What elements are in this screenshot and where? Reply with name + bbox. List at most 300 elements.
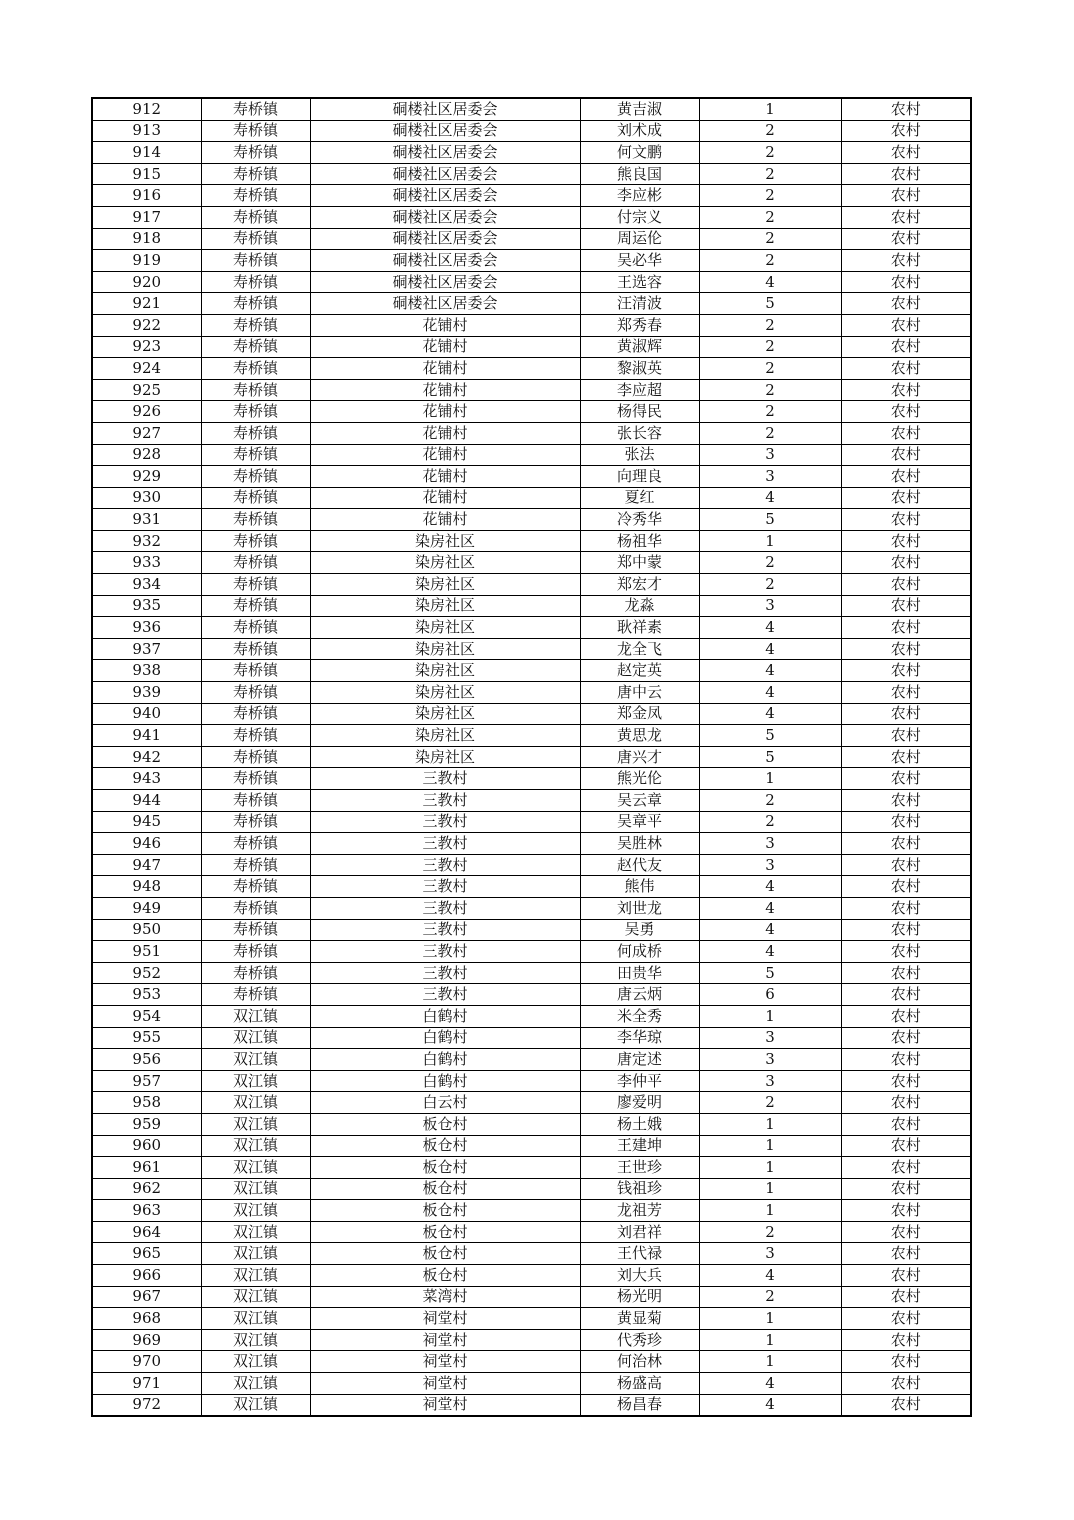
table-row [92, 617, 971, 639]
village-cell: 三教村 [310, 768, 580, 790]
table-row [92, 120, 971, 142]
count-cell: 4 [699, 660, 841, 682]
village-cell: 染房社区 [310, 746, 580, 768]
type-cell: 农村 [841, 1113, 971, 1135]
table-row [92, 962, 971, 984]
name-cell: 郑宏才 [580, 574, 699, 596]
type-cell: 农村 [841, 1221, 971, 1243]
count-cell: 3 [699, 466, 841, 488]
table-row [92, 1178, 971, 1200]
town-cell: 双江镇 [201, 1265, 310, 1287]
count-cell: 1 [699, 1351, 841, 1373]
serial-cell: 961 [92, 1157, 201, 1179]
town-cell: 寿桥镇 [201, 314, 310, 336]
count-cell: 3 [699, 1070, 841, 1092]
name-cell: 黄淑辉 [580, 336, 699, 358]
type-cell: 农村 [841, 206, 971, 228]
town-cell: 寿桥镇 [201, 811, 310, 833]
serial-cell: 972 [92, 1394, 201, 1416]
table-row [92, 422, 971, 444]
count-cell: 5 [699, 725, 841, 747]
type-cell: 农村 [841, 530, 971, 552]
village-cell: 花铺村 [310, 509, 580, 531]
name-cell: 杨光明 [580, 1286, 699, 1308]
village-cell: 花铺村 [310, 444, 580, 466]
name-cell: 龙淼 [580, 595, 699, 617]
type-cell: 农村 [841, 1092, 971, 1114]
name-cell: 周运伦 [580, 228, 699, 250]
village-cell: 白鹤村 [310, 1070, 580, 1092]
table-row [92, 1005, 971, 1027]
village-cell: 花铺村 [310, 358, 580, 380]
count-cell: 2 [699, 401, 841, 423]
town-cell: 双江镇 [201, 1329, 310, 1351]
type-cell: 农村 [841, 552, 971, 574]
town-cell: 寿桥镇 [201, 638, 310, 660]
type-cell: 农村 [841, 1027, 971, 1049]
name-cell: 杨土娥 [580, 1113, 699, 1135]
table-row [92, 1135, 971, 1157]
name-cell: 唐兴才 [580, 746, 699, 768]
village-cell: 硐楼社区居委会 [310, 120, 580, 142]
count-cell: 4 [699, 919, 841, 941]
town-cell: 双江镇 [201, 1394, 310, 1416]
town-cell: 寿桥镇 [201, 984, 310, 1006]
town-cell: 双江镇 [201, 1113, 310, 1135]
town-cell: 寿桥镇 [201, 574, 310, 596]
type-cell: 农村 [841, 1329, 971, 1351]
town-cell: 双江镇 [201, 1308, 310, 1330]
name-cell: 吴章平 [580, 811, 699, 833]
village-cell: 白鹤村 [310, 1005, 580, 1027]
table-row [92, 444, 971, 466]
name-cell: 李华琼 [580, 1027, 699, 1049]
count-cell: 3 [699, 1049, 841, 1071]
type-cell: 农村 [841, 1200, 971, 1222]
count-cell: 4 [699, 897, 841, 919]
serial-cell: 971 [92, 1373, 201, 1395]
table-row [92, 509, 971, 531]
count-cell: 2 [699, 250, 841, 272]
count-cell: 4 [699, 1265, 841, 1287]
table-row [92, 293, 971, 315]
table-row [92, 897, 971, 919]
count-cell: 4 [699, 941, 841, 963]
type-cell: 农村 [841, 617, 971, 639]
table-row [92, 1027, 971, 1049]
table-row [92, 725, 971, 747]
village-cell: 染房社区 [310, 617, 580, 639]
serial-cell: 955 [92, 1027, 201, 1049]
table-row [92, 682, 971, 704]
serial-cell: 960 [92, 1135, 201, 1157]
serial-cell: 951 [92, 941, 201, 963]
type-cell: 农村 [841, 919, 971, 941]
town-cell: 寿桥镇 [201, 185, 310, 207]
count-cell: 4 [699, 617, 841, 639]
count-cell: 3 [699, 833, 841, 855]
name-cell: 付宗义 [580, 206, 699, 228]
type-cell: 农村 [841, 854, 971, 876]
name-cell: 刘大兵 [580, 1265, 699, 1287]
town-cell: 双江镇 [201, 1286, 310, 1308]
type-cell: 农村 [841, 574, 971, 596]
name-cell: 李仲平 [580, 1070, 699, 1092]
serial-cell: 924 [92, 358, 201, 380]
name-cell: 夏红 [580, 487, 699, 509]
village-cell: 硐楼社区居委会 [310, 185, 580, 207]
table-row [92, 271, 971, 293]
name-cell: 杨昌春 [580, 1394, 699, 1416]
count-cell: 1 [699, 98, 841, 120]
type-cell: 农村 [841, 422, 971, 444]
town-cell: 双江镇 [201, 1135, 310, 1157]
type-cell: 农村 [841, 1243, 971, 1265]
name-cell: 唐定述 [580, 1049, 699, 1071]
town-cell: 寿桥镇 [201, 703, 310, 725]
table-row [92, 1243, 971, 1265]
serial-cell: 938 [92, 660, 201, 682]
serial-cell: 970 [92, 1351, 201, 1373]
table-row [92, 206, 971, 228]
name-cell: 郑中蒙 [580, 552, 699, 574]
type-cell: 农村 [841, 725, 971, 747]
town-cell: 寿桥镇 [201, 466, 310, 488]
table-row [92, 811, 971, 833]
count-cell: 5 [699, 962, 841, 984]
serial-cell: 912 [92, 98, 201, 120]
table-row [92, 574, 971, 596]
table-row [92, 1113, 971, 1135]
name-cell: 张法 [580, 444, 699, 466]
type-cell: 农村 [841, 1351, 971, 1373]
village-cell: 板仓村 [310, 1221, 580, 1243]
village-cell: 染房社区 [310, 530, 580, 552]
count-cell: 2 [699, 1092, 841, 1114]
count-cell: 2 [699, 422, 841, 444]
count-cell: 3 [699, 1243, 841, 1265]
table-row [92, 379, 971, 401]
serial-cell: 913 [92, 120, 201, 142]
serial-cell: 969 [92, 1329, 201, 1351]
type-cell: 农村 [841, 1178, 971, 1200]
serial-cell: 946 [92, 833, 201, 855]
town-cell: 寿桥镇 [201, 876, 310, 898]
name-cell: 米全秀 [580, 1005, 699, 1027]
name-cell: 杨盛高 [580, 1373, 699, 1395]
type-cell: 农村 [841, 811, 971, 833]
town-cell: 寿桥镇 [201, 790, 310, 812]
village-cell: 染房社区 [310, 703, 580, 725]
serial-cell: 944 [92, 790, 201, 812]
table-row [92, 703, 971, 725]
count-cell: 1 [699, 530, 841, 552]
count-cell: 4 [699, 682, 841, 704]
name-cell: 耿祥素 [580, 617, 699, 639]
town-cell: 寿桥镇 [201, 897, 310, 919]
town-cell: 双江镇 [201, 1027, 310, 1049]
name-cell: 唐云炳 [580, 984, 699, 1006]
town-cell: 寿桥镇 [201, 768, 310, 790]
serial-cell: 926 [92, 401, 201, 423]
count-cell: 2 [699, 206, 841, 228]
village-cell: 三教村 [310, 941, 580, 963]
serial-cell: 928 [92, 444, 201, 466]
town-cell: 双江镇 [201, 1351, 310, 1373]
village-cell: 硐楼社区居委会 [310, 293, 580, 315]
name-cell: 向理良 [580, 466, 699, 488]
table-row [92, 746, 971, 768]
count-cell: 3 [699, 595, 841, 617]
table-row [92, 660, 971, 682]
serial-cell: 950 [92, 919, 201, 941]
table-row [92, 1070, 971, 1092]
serial-cell: 918 [92, 228, 201, 250]
name-cell: 王建坤 [580, 1135, 699, 1157]
type-cell: 农村 [841, 746, 971, 768]
serial-cell: 957 [92, 1070, 201, 1092]
table-row [92, 790, 971, 812]
serial-cell: 937 [92, 638, 201, 660]
village-cell: 板仓村 [310, 1200, 580, 1222]
count-cell: 5 [699, 746, 841, 768]
serial-cell: 952 [92, 962, 201, 984]
name-cell: 郑秀春 [580, 314, 699, 336]
table-row [92, 142, 971, 164]
count-cell: 4 [699, 703, 841, 725]
count-cell: 3 [699, 854, 841, 876]
town-cell: 寿桥镇 [201, 833, 310, 855]
town-cell: 双江镇 [201, 1243, 310, 1265]
count-cell: 4 [699, 638, 841, 660]
count-cell: 1 [699, 1135, 841, 1157]
type-cell: 农村 [841, 1394, 971, 1416]
count-cell: 1 [699, 1113, 841, 1135]
type-cell: 农村 [841, 790, 971, 812]
count-cell: 2 [699, 314, 841, 336]
table-row [92, 1157, 971, 1179]
serial-cell: 945 [92, 811, 201, 833]
table-row [92, 336, 971, 358]
type-cell: 农村 [841, 941, 971, 963]
town-cell: 寿桥镇 [201, 595, 310, 617]
town-cell: 双江镇 [201, 1221, 310, 1243]
town-cell: 寿桥镇 [201, 509, 310, 531]
table-row [92, 1394, 971, 1416]
count-cell: 2 [699, 336, 841, 358]
name-cell: 赵定英 [580, 660, 699, 682]
count-cell: 1 [699, 1178, 841, 1200]
table-row [92, 1092, 971, 1114]
serial-cell: 932 [92, 530, 201, 552]
count-cell: 5 [699, 293, 841, 315]
town-cell: 寿桥镇 [201, 336, 310, 358]
village-cell: 染房社区 [310, 660, 580, 682]
count-cell: 1 [699, 768, 841, 790]
name-cell: 吴必华 [580, 250, 699, 272]
village-cell: 硐楼社区居委会 [310, 250, 580, 272]
village-cell: 白鹤村 [310, 1049, 580, 1071]
table-row [92, 768, 971, 790]
table-row [92, 1286, 971, 1308]
name-cell: 郑金凤 [580, 703, 699, 725]
town-cell: 双江镇 [201, 1157, 310, 1179]
name-cell: 杨得民 [580, 401, 699, 423]
table-row [92, 163, 971, 185]
table-row [92, 401, 971, 423]
village-cell: 板仓村 [310, 1113, 580, 1135]
village-cell: 祠堂村 [310, 1308, 580, 1330]
type-cell: 农村 [841, 487, 971, 509]
name-cell: 吴云章 [580, 790, 699, 812]
village-cell: 花铺村 [310, 401, 580, 423]
count-cell: 1 [699, 1157, 841, 1179]
count-cell: 4 [699, 1373, 841, 1395]
type-cell: 农村 [841, 336, 971, 358]
count-cell: 2 [699, 1286, 841, 1308]
serial-cell: 956 [92, 1049, 201, 1071]
name-cell: 黄思龙 [580, 725, 699, 747]
serial-cell: 966 [92, 1265, 201, 1287]
table-row [92, 854, 971, 876]
table-row [92, 228, 971, 250]
village-cell: 硐楼社区居委会 [310, 271, 580, 293]
type-cell: 农村 [841, 682, 971, 704]
name-cell: 熊伟 [580, 876, 699, 898]
village-cell: 花铺村 [310, 336, 580, 358]
village-cell: 硐楼社区居委会 [310, 206, 580, 228]
name-cell: 何治林 [580, 1351, 699, 1373]
count-cell: 6 [699, 984, 841, 1006]
village-cell: 染房社区 [310, 638, 580, 660]
town-cell: 双江镇 [201, 1049, 310, 1071]
village-cell: 染房社区 [310, 725, 580, 747]
name-cell: 王选容 [580, 271, 699, 293]
serial-cell: 921 [92, 293, 201, 315]
village-cell: 祠堂村 [310, 1329, 580, 1351]
serial-cell: 925 [92, 379, 201, 401]
town-cell: 双江镇 [201, 1070, 310, 1092]
village-cell: 祠堂村 [310, 1394, 580, 1416]
name-cell: 黄显菊 [580, 1308, 699, 1330]
count-cell: 2 [699, 790, 841, 812]
serial-cell: 942 [92, 746, 201, 768]
type-cell: 农村 [841, 509, 971, 531]
type-cell: 农村 [841, 120, 971, 142]
village-cell: 祠堂村 [310, 1373, 580, 1395]
name-cell: 张长容 [580, 422, 699, 444]
village-cell: 菜湾村 [310, 1286, 580, 1308]
name-cell: 吴勇 [580, 919, 699, 941]
serial-cell: 967 [92, 1286, 201, 1308]
village-cell: 三教村 [310, 833, 580, 855]
village-cell: 花铺村 [310, 314, 580, 336]
town-cell: 寿桥镇 [201, 682, 310, 704]
type-cell: 农村 [841, 1005, 971, 1027]
serial-cell: 915 [92, 163, 201, 185]
type-cell: 农村 [841, 293, 971, 315]
type-cell: 农村 [841, 703, 971, 725]
serial-cell: 914 [92, 142, 201, 164]
type-cell: 农村 [841, 163, 971, 185]
type-cell: 农村 [841, 250, 971, 272]
type-cell: 农村 [841, 660, 971, 682]
type-cell: 农村 [841, 444, 971, 466]
town-cell: 寿桥镇 [201, 228, 310, 250]
town-cell: 寿桥镇 [201, 163, 310, 185]
table-row [92, 1049, 971, 1071]
name-cell: 熊光伦 [580, 768, 699, 790]
town-cell: 寿桥镇 [201, 293, 310, 315]
town-cell: 寿桥镇 [201, 660, 310, 682]
town-cell: 寿桥镇 [201, 444, 310, 466]
serial-cell: 933 [92, 552, 201, 574]
village-cell: 三教村 [310, 962, 580, 984]
count-cell: 3 [699, 1027, 841, 1049]
town-cell: 寿桥镇 [201, 617, 310, 639]
serial-cell: 934 [92, 574, 201, 596]
table-row [92, 638, 971, 660]
name-cell: 吴胜林 [580, 833, 699, 855]
table-row [92, 1351, 971, 1373]
type-cell: 农村 [841, 228, 971, 250]
village-cell: 祠堂村 [310, 1351, 580, 1373]
table-row [92, 487, 971, 509]
name-cell: 何文鹏 [580, 142, 699, 164]
count-cell: 4 [699, 487, 841, 509]
serial-cell: 927 [92, 422, 201, 444]
type-cell: 农村 [841, 897, 971, 919]
name-cell: 田贵华 [580, 962, 699, 984]
serial-cell: 916 [92, 185, 201, 207]
count-cell: 2 [699, 574, 841, 596]
name-cell: 熊良国 [580, 163, 699, 185]
table-row [92, 919, 971, 941]
village-cell: 板仓村 [310, 1243, 580, 1265]
serial-cell: 962 [92, 1178, 201, 1200]
name-cell: 汪清波 [580, 293, 699, 315]
type-cell: 农村 [841, 876, 971, 898]
table-body [92, 98, 971, 1416]
data-table [91, 97, 972, 1417]
type-cell: 农村 [841, 1286, 971, 1308]
type-cell: 农村 [841, 98, 971, 120]
name-cell: 李应超 [580, 379, 699, 401]
table-row [92, 984, 971, 1006]
village-cell: 硐楼社区居委会 [310, 142, 580, 164]
serial-cell: 930 [92, 487, 201, 509]
village-cell: 花铺村 [310, 422, 580, 444]
count-cell: 4 [699, 271, 841, 293]
table-row [92, 1329, 971, 1351]
village-cell: 白云村 [310, 1092, 580, 1114]
table-row [92, 833, 971, 855]
village-cell: 花铺村 [310, 379, 580, 401]
type-cell: 农村 [841, 358, 971, 380]
name-cell: 刘世龙 [580, 897, 699, 919]
town-cell: 双江镇 [201, 1178, 310, 1200]
table-row [92, 1308, 971, 1330]
town-cell: 双江镇 [201, 1373, 310, 1395]
count-cell: 5 [699, 509, 841, 531]
town-cell: 寿桥镇 [201, 746, 310, 768]
serial-cell: 958 [92, 1092, 201, 1114]
type-cell: 农村 [841, 185, 971, 207]
town-cell: 寿桥镇 [201, 271, 310, 293]
serial-cell: 919 [92, 250, 201, 272]
table-row [92, 1221, 971, 1243]
count-cell: 4 [699, 876, 841, 898]
